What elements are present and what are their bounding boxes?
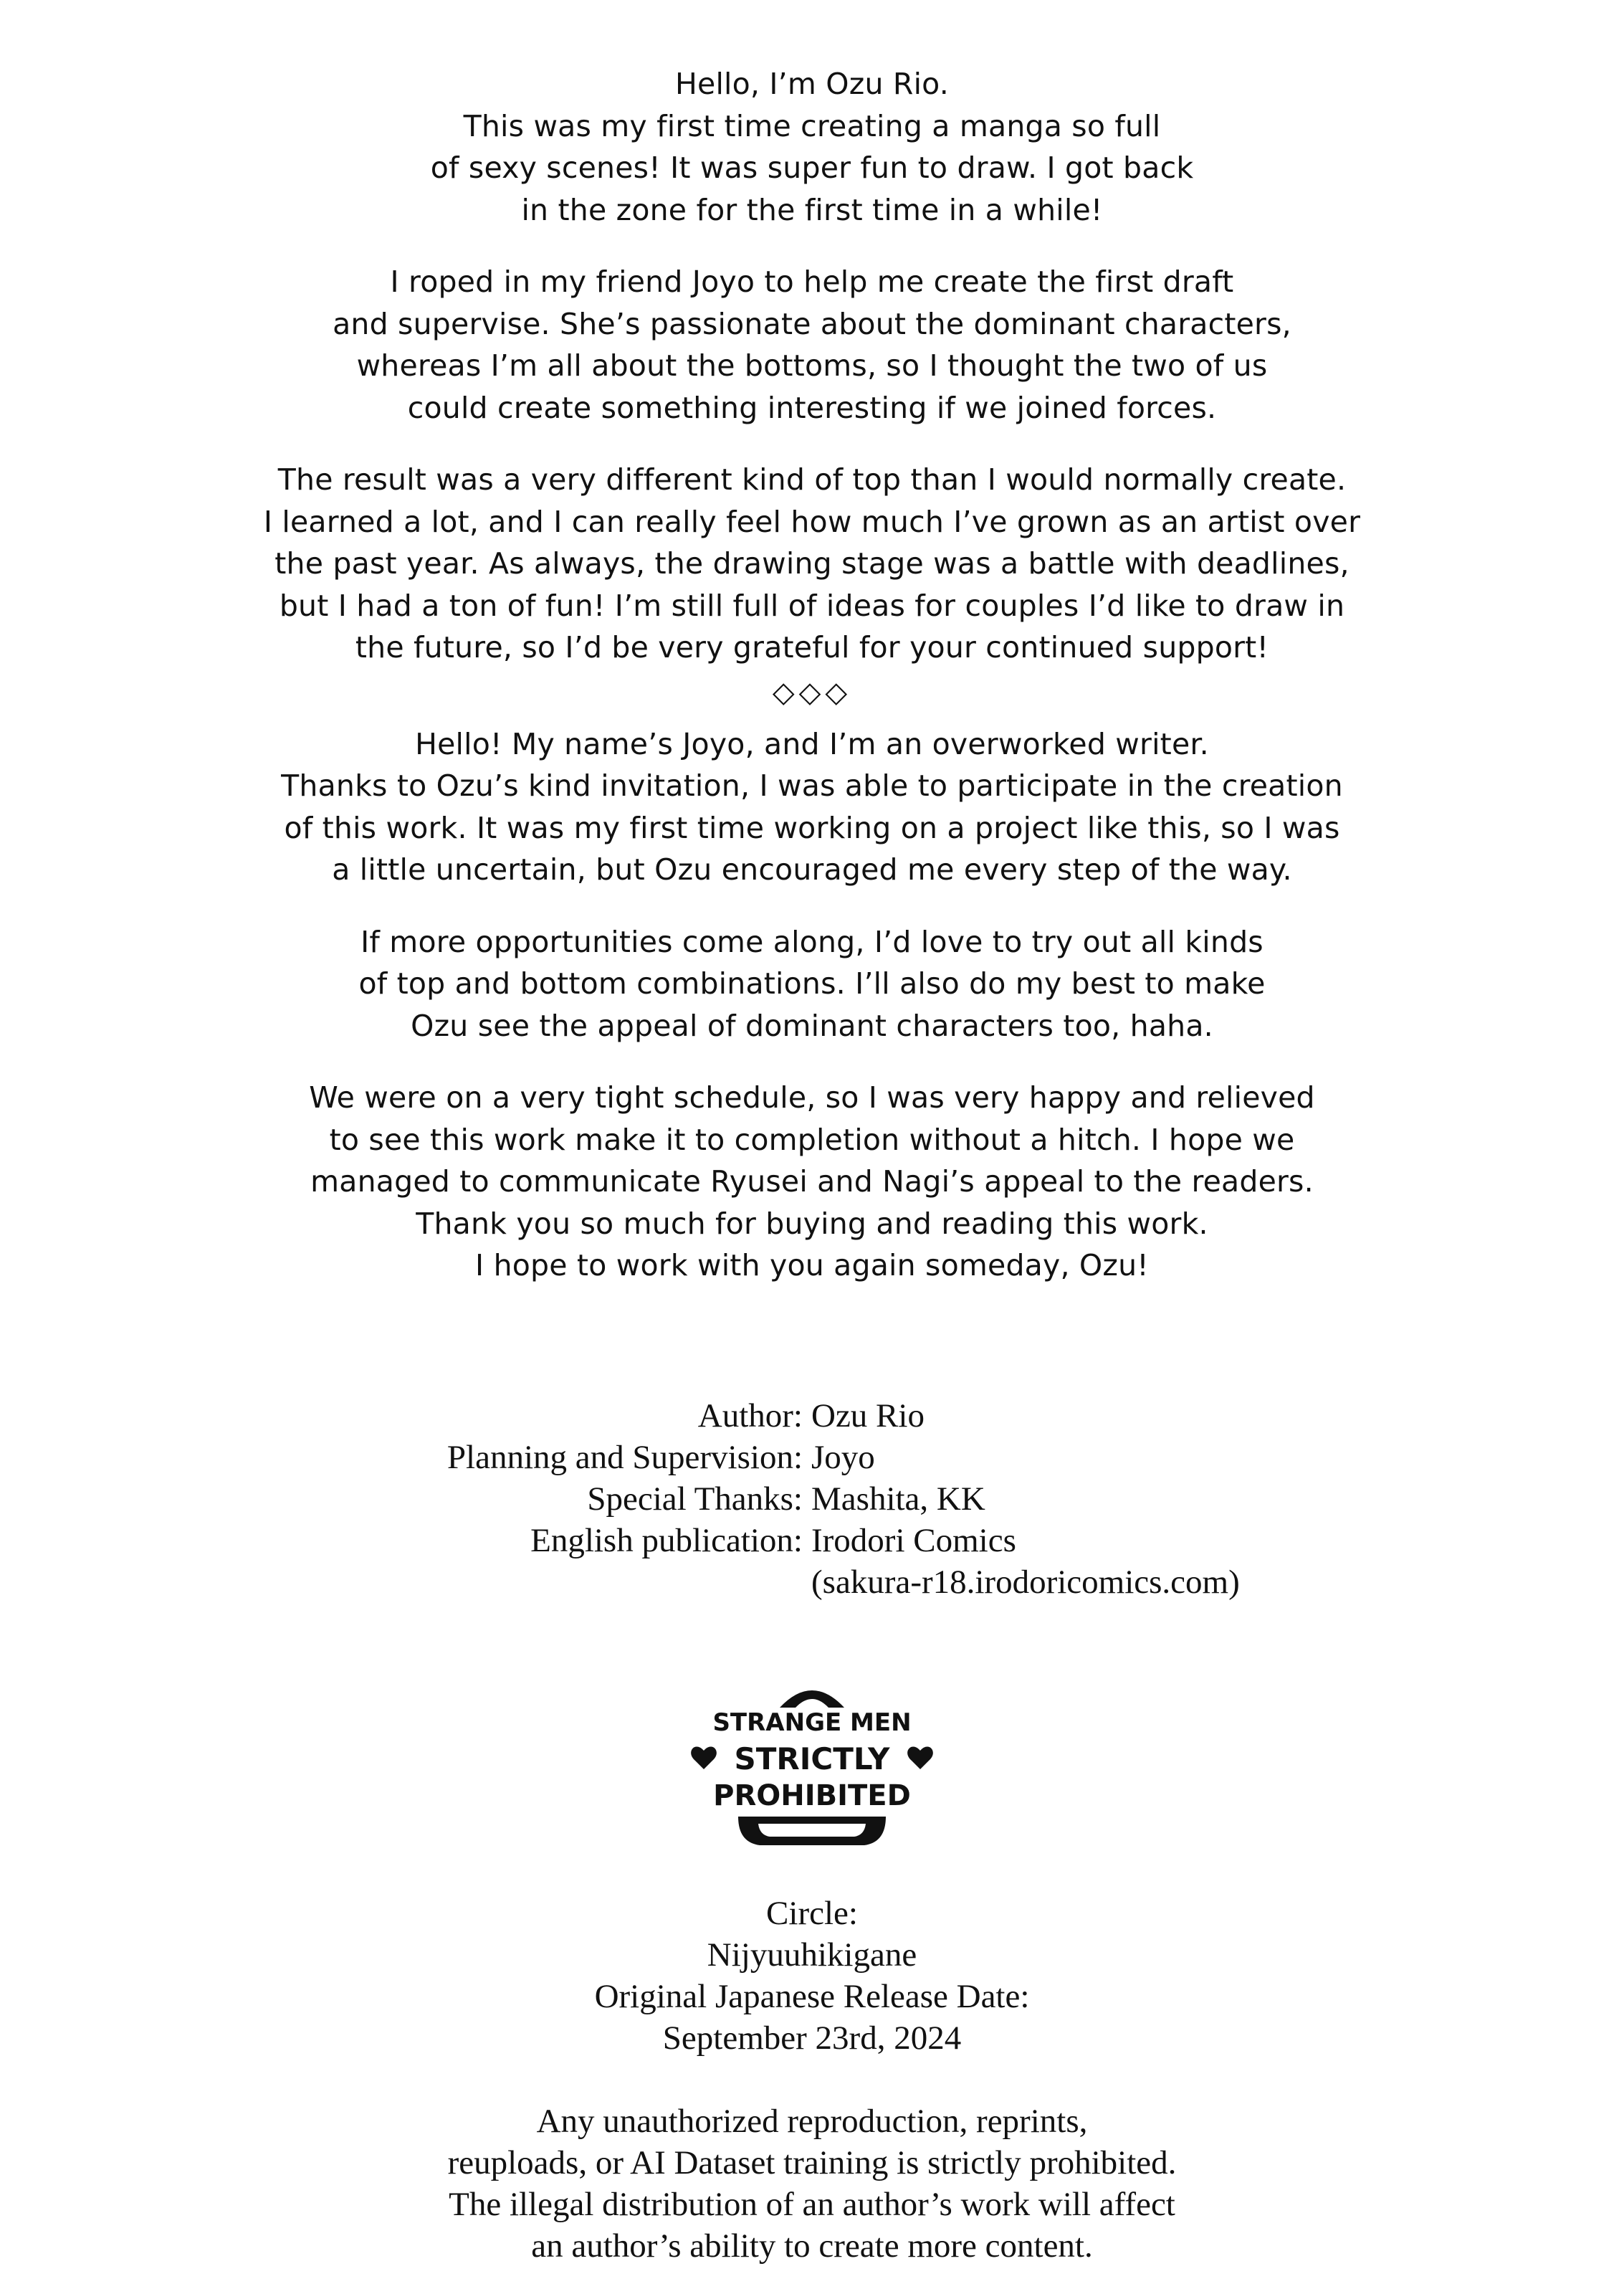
text-line: We were on a very tight schedule, so I was very happy and relieved: [309, 1080, 1315, 1115]
legal-line: The illegal distribution of an author’s work will affect: [449, 2186, 1175, 2223]
text-line: I roped in my friend Joyo to help me create the first draft: [390, 265, 1234, 299]
credit-row-special-thanks: [0, 1478, 1624, 1520]
logo-text-line-3: PROHIBITED: [713, 1779, 911, 1812]
text-line: I learned a lot, and I can really feel how much I’ve grown as an artist over: [263, 504, 1361, 539]
credit-label: English publication:: [530, 1522, 803, 1559]
credit-label: Planning and Supervision:: [446, 1439, 803, 1476]
credit-value: Joyo: [811, 1439, 875, 1476]
credit-row-publication: [0, 1520, 1624, 1561]
joyo-paragraph-3: [203, 1077, 1421, 1287]
logo-text-line-1: STRANGE MEN: [712, 1708, 912, 1737]
heart-icon: [907, 1747, 933, 1769]
text-line: and supervise. She’s passionate about the dominant characters,: [333, 306, 1291, 341]
credits-block: [0, 1395, 1624, 1603]
text-line: of this work. It was my first time working on a project like this, so I was: [284, 810, 1340, 845]
joyo-paragraph-1: [203, 723, 1421, 891]
text-line: the future, so I’d be very grateful for your continued support!: [355, 630, 1269, 665]
credit-label: Author:: [697, 1397, 803, 1434]
ozu-paragraph-2: [203, 261, 1421, 429]
text-line: a little uncertain, but Ozu encouraged me every step of the way.: [332, 852, 1292, 887]
credit-row-website: [0, 1561, 1624, 1603]
credit-row-author: [0, 1395, 1624, 1437]
legal-line: reuploads, or AI Dataset training is strictly prohibited.: [447, 2144, 1177, 2181]
credit-value: Mashita, KK: [811, 1480, 985, 1518]
text-line: Hello! My name’s Joyo, and I’m an overworked writer.: [415, 726, 1209, 761]
logo-arch-icon: [780, 1690, 844, 1708]
credit-row-planning: [0, 1437, 1624, 1478]
text-line: in the zone for the first time in a while!: [521, 192, 1103, 227]
legal-line: an author’s ability to create more content.: [531, 2227, 1093, 2265]
text-line: of sexy scenes! It was super fun to draw. I got back: [430, 151, 1194, 185]
afterword-notes: [203, 63, 1421, 1287]
section-separator: ◇◇◇: [772, 675, 852, 709]
text-line: Thank you so much for buying and reading this work.: [416, 1206, 1208, 1241]
text-line: Ozu see the appeal of dominant characters too, haha.: [411, 1008, 1213, 1043]
circle-label: Circle:: [766, 1895, 858, 1932]
circle-info: [0, 1893, 1624, 2059]
credit-value: Ozu Rio: [811, 1397, 925, 1434]
ozu-paragraph-1: [203, 63, 1421, 231]
text-line: Hello, I’m Ozu Rio.: [675, 67, 949, 101]
text-line: Thanks to Ozu’s kind invitation, I was able to participate in the creation: [281, 768, 1343, 803]
text-line: to see this work make it to completion without a hitch. I hope we: [329, 1122, 1295, 1157]
text-line: If more opportunities come along, I’d love to try out all kinds: [360, 924, 1264, 959]
circle-logo: [688, 1676, 936, 1855]
heart-icon: [691, 1747, 717, 1769]
text-line: whereas I’m all about the bottoms, so I thought the two of us: [356, 348, 1268, 383]
text-line: This was my first time creating a manga so full: [463, 108, 1161, 143]
legal-notice: [0, 2100, 1624, 2267]
credit-label: Special Thanks:: [587, 1480, 803, 1518]
circle-name: Nijyuuhikigane: [707, 1936, 917, 1974]
text-line: The result was a very different kind of top than I would normally create.: [277, 462, 1347, 497]
text-line: of top and bottom combinations. I’ll also do my best to make: [358, 966, 1266, 1001]
release-date: September 23rd, 2024: [662, 2019, 962, 2057]
text-line: I hope to work with you again someday, Ozu!: [475, 1248, 1149, 1282]
credit-value: Irodori Comics: [811, 1522, 1016, 1559]
text-line: managed to communicate Ryusei and Nagi’s appeal to the readers.: [310, 1164, 1314, 1199]
joyo-paragraph-2: [203, 921, 1421, 1047]
credit-website: (sakura-r18.irodoricomics.com): [811, 1564, 1240, 1601]
text-line: but I had a ton of fun! I’m still full of ideas for couples I’d like to draw in: [279, 588, 1345, 623]
logo-text-line-2: STRICTLY: [734, 1741, 890, 1776]
ozu-paragraph-3: [203, 459, 1421, 669]
text-line: the past year. As always, the drawing stage was a battle with deadlines,: [274, 546, 1350, 581]
text-line: could create something interesting if we joined forces.: [407, 390, 1217, 425]
release-date-label: Original Japanese Release Date:: [594, 1978, 1030, 2015]
legal-line: Any unauthorized reproduction, reprints,: [536, 2103, 1088, 2140]
